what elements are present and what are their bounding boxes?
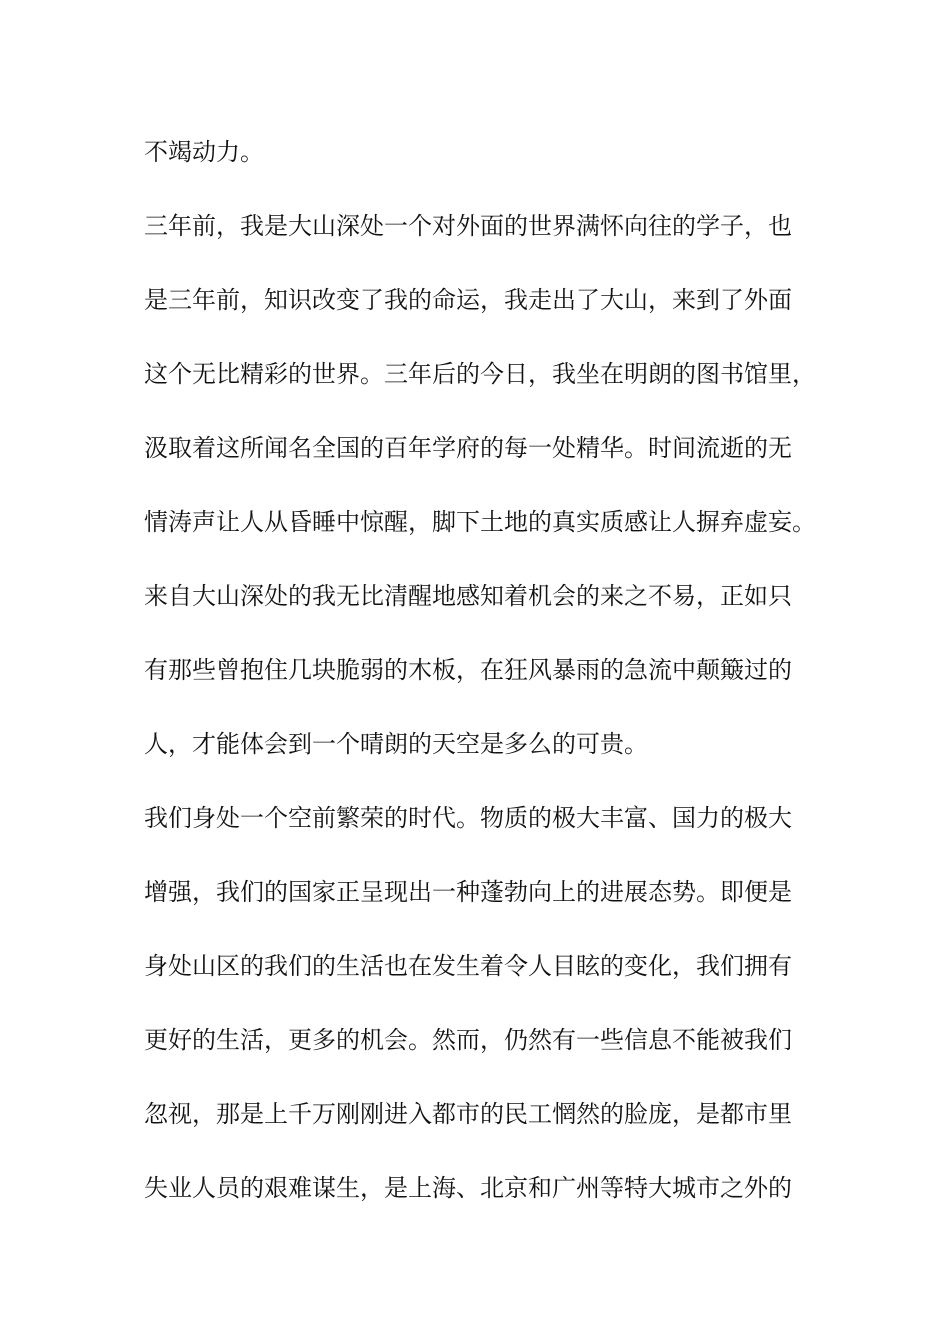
text-line: 来自大山深处的我无比清醒地感知着机会的来之不易，正如只 (144, 582, 792, 610)
text-line: 有那些曾抱住几块脆弱的木板，在狂风暴雨的急流中颠簸过的 (144, 656, 792, 684)
text-line: 我们身处一个空前繁荣的时代。物质的极大丰富、国力的极大 (144, 804, 792, 832)
text-line: 人，才能体会到一个晴朗的天空是多么的可贵。 (144, 730, 648, 758)
text-line: 增强，我们的国家正呈现出一种蓬勃向上的进展态势。即便是 (144, 878, 792, 906)
text-line: 三年前，我是大山深处一个对外面的世界满怀向往的学子，也 (144, 212, 792, 240)
text-line: 汲取着这所闻名全国的百年学府的每一处精华。时间流逝的无 (144, 434, 792, 462)
text-line: 身处山区的我们的生活也在发生着令人目眩的变化，我们拥有 (144, 952, 792, 980)
text-line: 忽视，那是上千万刚刚进入都市的民工惘然的脸庞，是都市里 (144, 1100, 792, 1128)
text-line: 失业人员的艰难谋生，是上海、北京和广州等特大城市之外的 (144, 1174, 792, 1202)
text-line: 不竭动力。 (144, 138, 264, 166)
text-line: 更好的生活，更多的机会。然而，仍然有一些信息不能被我们 (144, 1026, 792, 1054)
text-line: 情涛声让人从昏睡中惊醒，脚下土地的真实质感让人摒弃虚妄。 (144, 508, 816, 536)
text-line: 这个无比精彩的世界。三年后的今日，我坐在明朗的图书馆里， (144, 360, 816, 388)
text-line: 是三年前，知识改变了我的命运，我走出了大山，来到了外面 (144, 286, 792, 314)
